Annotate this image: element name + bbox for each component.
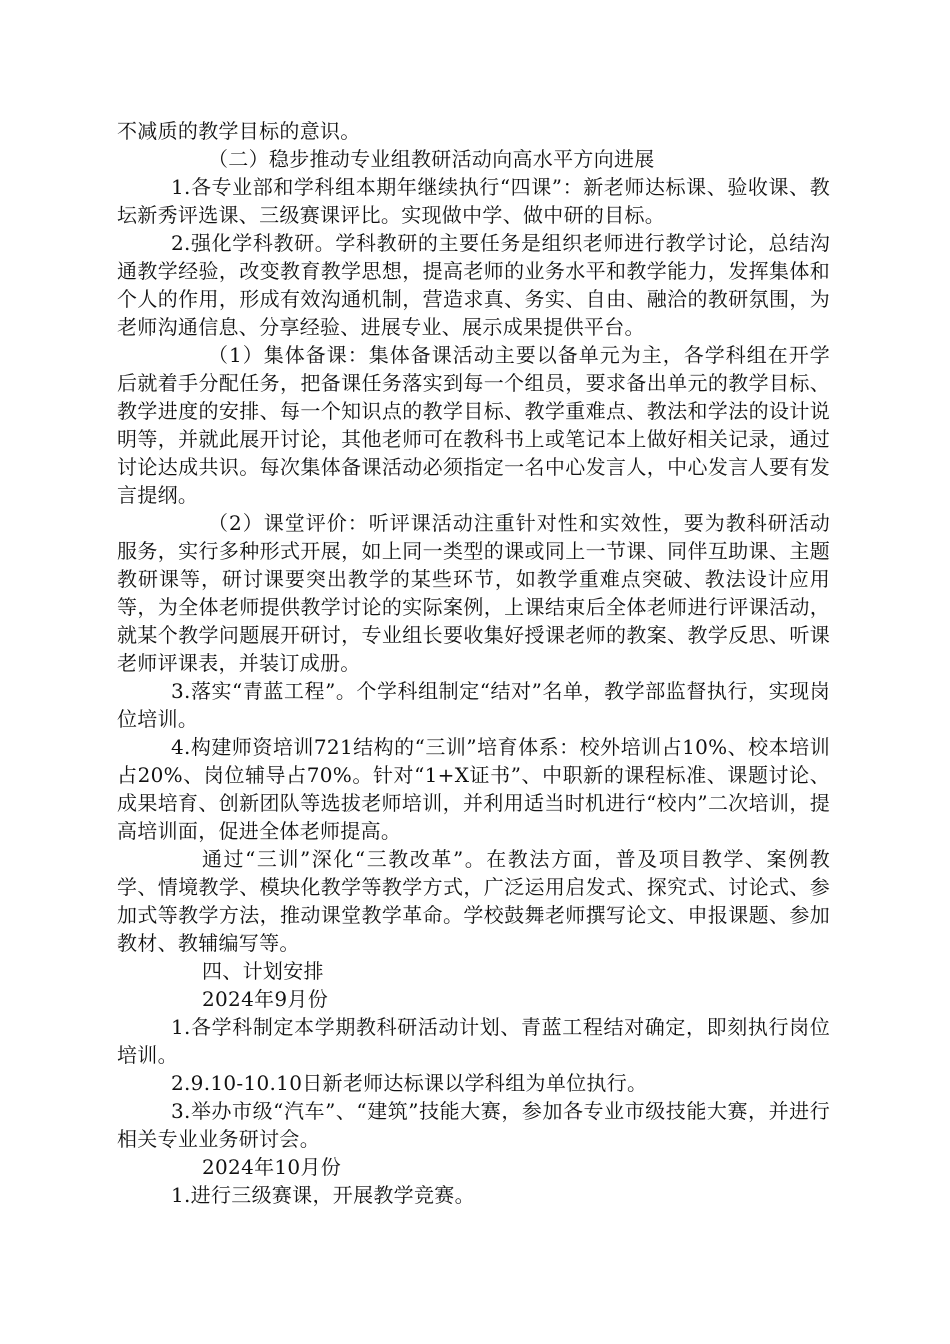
paragraph-item-4: 4.构建师资培训721结构的“三训”培育体系：校外培训占10%、校本培训占20%、岗位辅导占70%。针对“1+X证书”、中职新的课程标准、课题讨论、成果培育、创新团队等选拔老师培训，并利用适当时机进行“校内”二次培训，提高培训面，促进全体老师提高。	[117, 735, 830, 843]
plan-item-sep-1: 1.各学科制定本学期教科研活动计划、青蓝工程结对确定，即刻执行岗位培训。	[117, 1015, 830, 1067]
paragraph-item-3: 3.落实“青蓝工程”。个学科组制定“结对”名单，教学部监督执行，实现岗位培训。	[117, 679, 830, 731]
paragraph-three-training: 通过“三训”深化“三教改革”。在教法方面，普及项目教学、案例教学、情境教学、模块化教学等教学方式，广泛运用启发式、探究式、讨论式、参加式等教学方法，推动课堂教学革命。学校鼓舞老师撰写论文、申报课题、参加教材、教辅编写等。	[117, 847, 830, 955]
month-heading-september: 2024年9月份	[202, 987, 329, 1011]
plan-item-sep-3: 3.举办市级“汽车”、“建筑”技能大赛，参加各专业市级技能大赛，并进行相关专业业务研讨会。	[117, 1099, 830, 1151]
paragraph-subitem-collective-lesson-prep: （1）集体备课：集体备课活动主要以备单元为主，各学科组在开学后就着手分配任务，把备课任务落实到每一个组员，要求备出单元的教学目标、教学进度的安排、每一个知识点的教学目标、教学重难点、教法和学法的设计说明等，并就此展开讨论，其他老师可在教科书上或笔记本上做好相关记录，通过讨论达成共识。每次集体备课活动必须指定一名中心发言人，中心发言人要有发言提纲。	[117, 343, 830, 507]
paragraph-subitem-classroom-evaluation: （2）课堂评价：听评课活动注重针对性和实效性，要为教科研活动服务，实行多种形式开展，如上同一类型的课或同上一节课、同伴互助课、主题教研课等，研讨课要突出教学的某些环节，如教学重难点突破、教法设计应用等，为全体老师提供教学讨论的实际案例，上课结束后全体老师进行评课活动，就某个教学问题展开研讨，专业组长要收集好授课老师的教案、教学反思、听课老师评课表，并装订成册。	[117, 511, 830, 675]
paragraph-continuation: 不减质的教学目标的意识。	[117, 119, 361, 143]
paragraph-item-1: 1.各专业部和学科组本期年继续执行“四课”：新老师达标课、验收课、教坛新秀评选课、三级赛课评比。实现做中学、做中研的目标。	[117, 175, 830, 227]
plan-item-sep-2: 2.9.10-10.10日新老师达标课以学科组为单位执行。	[171, 1071, 648, 1095]
plan-item-oct-1: 1.进行三级赛课，开展教学竞赛。	[171, 1183, 475, 1207]
section-heading-2: （二）稳步推动专业组教研活动向高水平方向进展	[208, 147, 655, 171]
section-heading-4: 四、计划安排	[202, 959, 324, 983]
paragraph-item-2: 2.强化学科教研。学科教研的主要任务是组织老师进行教学讨论，总结沟通教学经验，改变教育教学思想，提高老师的业务水平和教学能力，发挥集体和个人的作用，形成有效沟通机制，营造求真、务实、自由、融洽的教研氛围，为老师沟通信息、分享经验、进展专业、展示成果提供平台。	[117, 231, 830, 339]
document-page	[117, 117, 830, 1209]
month-heading-october: 2024年10月份	[202, 1155, 342, 1179]
